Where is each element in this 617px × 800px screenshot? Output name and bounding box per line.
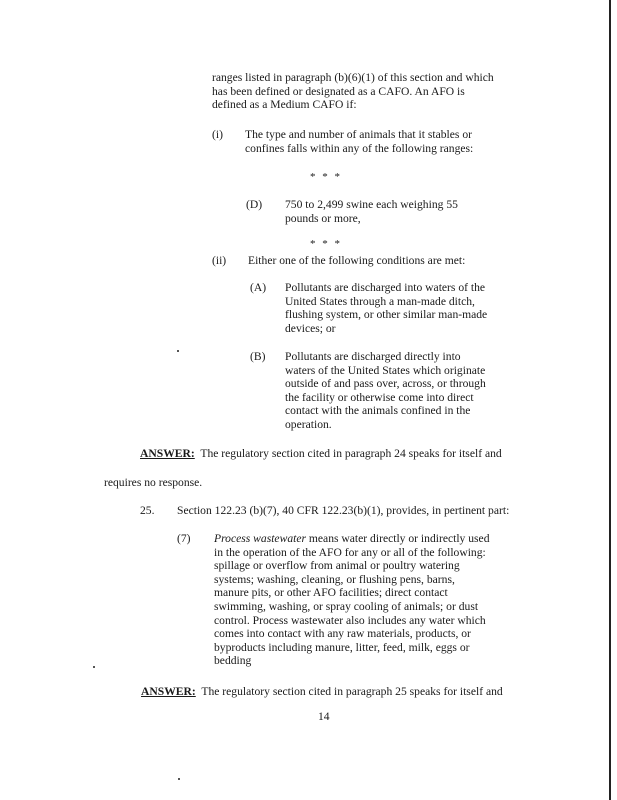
item-7-marker: (7)	[177, 532, 191, 545]
item-B-marker: (B)	[250, 350, 266, 363]
item-7-text-first: means water directly or indirectly used	[306, 532, 490, 545]
scan-speck	[93, 666, 95, 668]
answer-24-line1: The regulatory section cited in paragraph 24 speaks for itself and	[200, 447, 502, 460]
item-7-first-line	[214, 532, 490, 546]
item-D-marker: (D)	[246, 198, 263, 211]
scan-speck	[178, 778, 180, 780]
ellipsis-stars-1: * * *	[310, 171, 342, 183]
page-number: 14	[318, 710, 330, 723]
para-25-text: Section 122.23 (b)(7), 40 CFR 122.23(b)(1), provides, in pertinent part:	[177, 504, 510, 517]
item-A-text: Pollutants are discharged into waters of the United States through a man-made ditch, flushing system, or other similar man-made devices; or	[285, 281, 488, 335]
defined-term: Process wastewater	[214, 532, 306, 545]
answer-24-line2: requires no response.	[104, 476, 203, 489]
intro-paragraph: ranges listed in paragraph (b)(6)(1) of this section and which has been defined or designated as a CAFO. An AFO is defined as a Medium CAFO if:	[212, 71, 494, 112]
item-B-text: Pollutants are discharged directly into waters of the United States which originate outside of and pass over, across, or through the facility or otherwise come into direct contact with the animals confined in the operation.	[285, 350, 486, 431]
item-7-text-rest: in the operation of the AFO for any or all of the following: spillage or overflow from animal or poultry watering systems; washing, cleaning, or flushing pens, barns, manure pits, or other AFO facilities; direct contact swimming, washing, or spray cooling of animals; or dust control. Process wastewater also includes any water which comes into contact with any raw materials, products, or byproducts including manure, litter, feed, milk, eggs or bedding	[214, 545, 486, 668]
para-25-number: 25.	[140, 504, 155, 517]
item-i-marker: (i)	[212, 128, 223, 141]
item-ii-marker: (ii)	[212, 254, 227, 267]
page-edge-line	[609, 0, 611, 800]
item-ii-text: Either one of the following conditions are met:	[248, 254, 466, 267]
scan-speck	[177, 350, 179, 352]
item-A-marker: (A)	[250, 281, 267, 294]
answer-label: ANSWER:	[140, 447, 195, 460]
answer-25	[141, 685, 503, 699]
ellipsis-stars-2: * * *	[310, 238, 342, 250]
answer-24	[140, 447, 502, 461]
item-i-text: The type and number of animals that it stables or confines falls within any of the following ranges:	[245, 128, 474, 155]
answer-label: ANSWER:	[141, 685, 196, 698]
item-D-text: 750 to 2,499 swine each weighing 55 pounds or more,	[285, 198, 458, 225]
answer-25-line1: The regulatory section cited in paragraph 25 speaks for itself and	[201, 685, 503, 698]
